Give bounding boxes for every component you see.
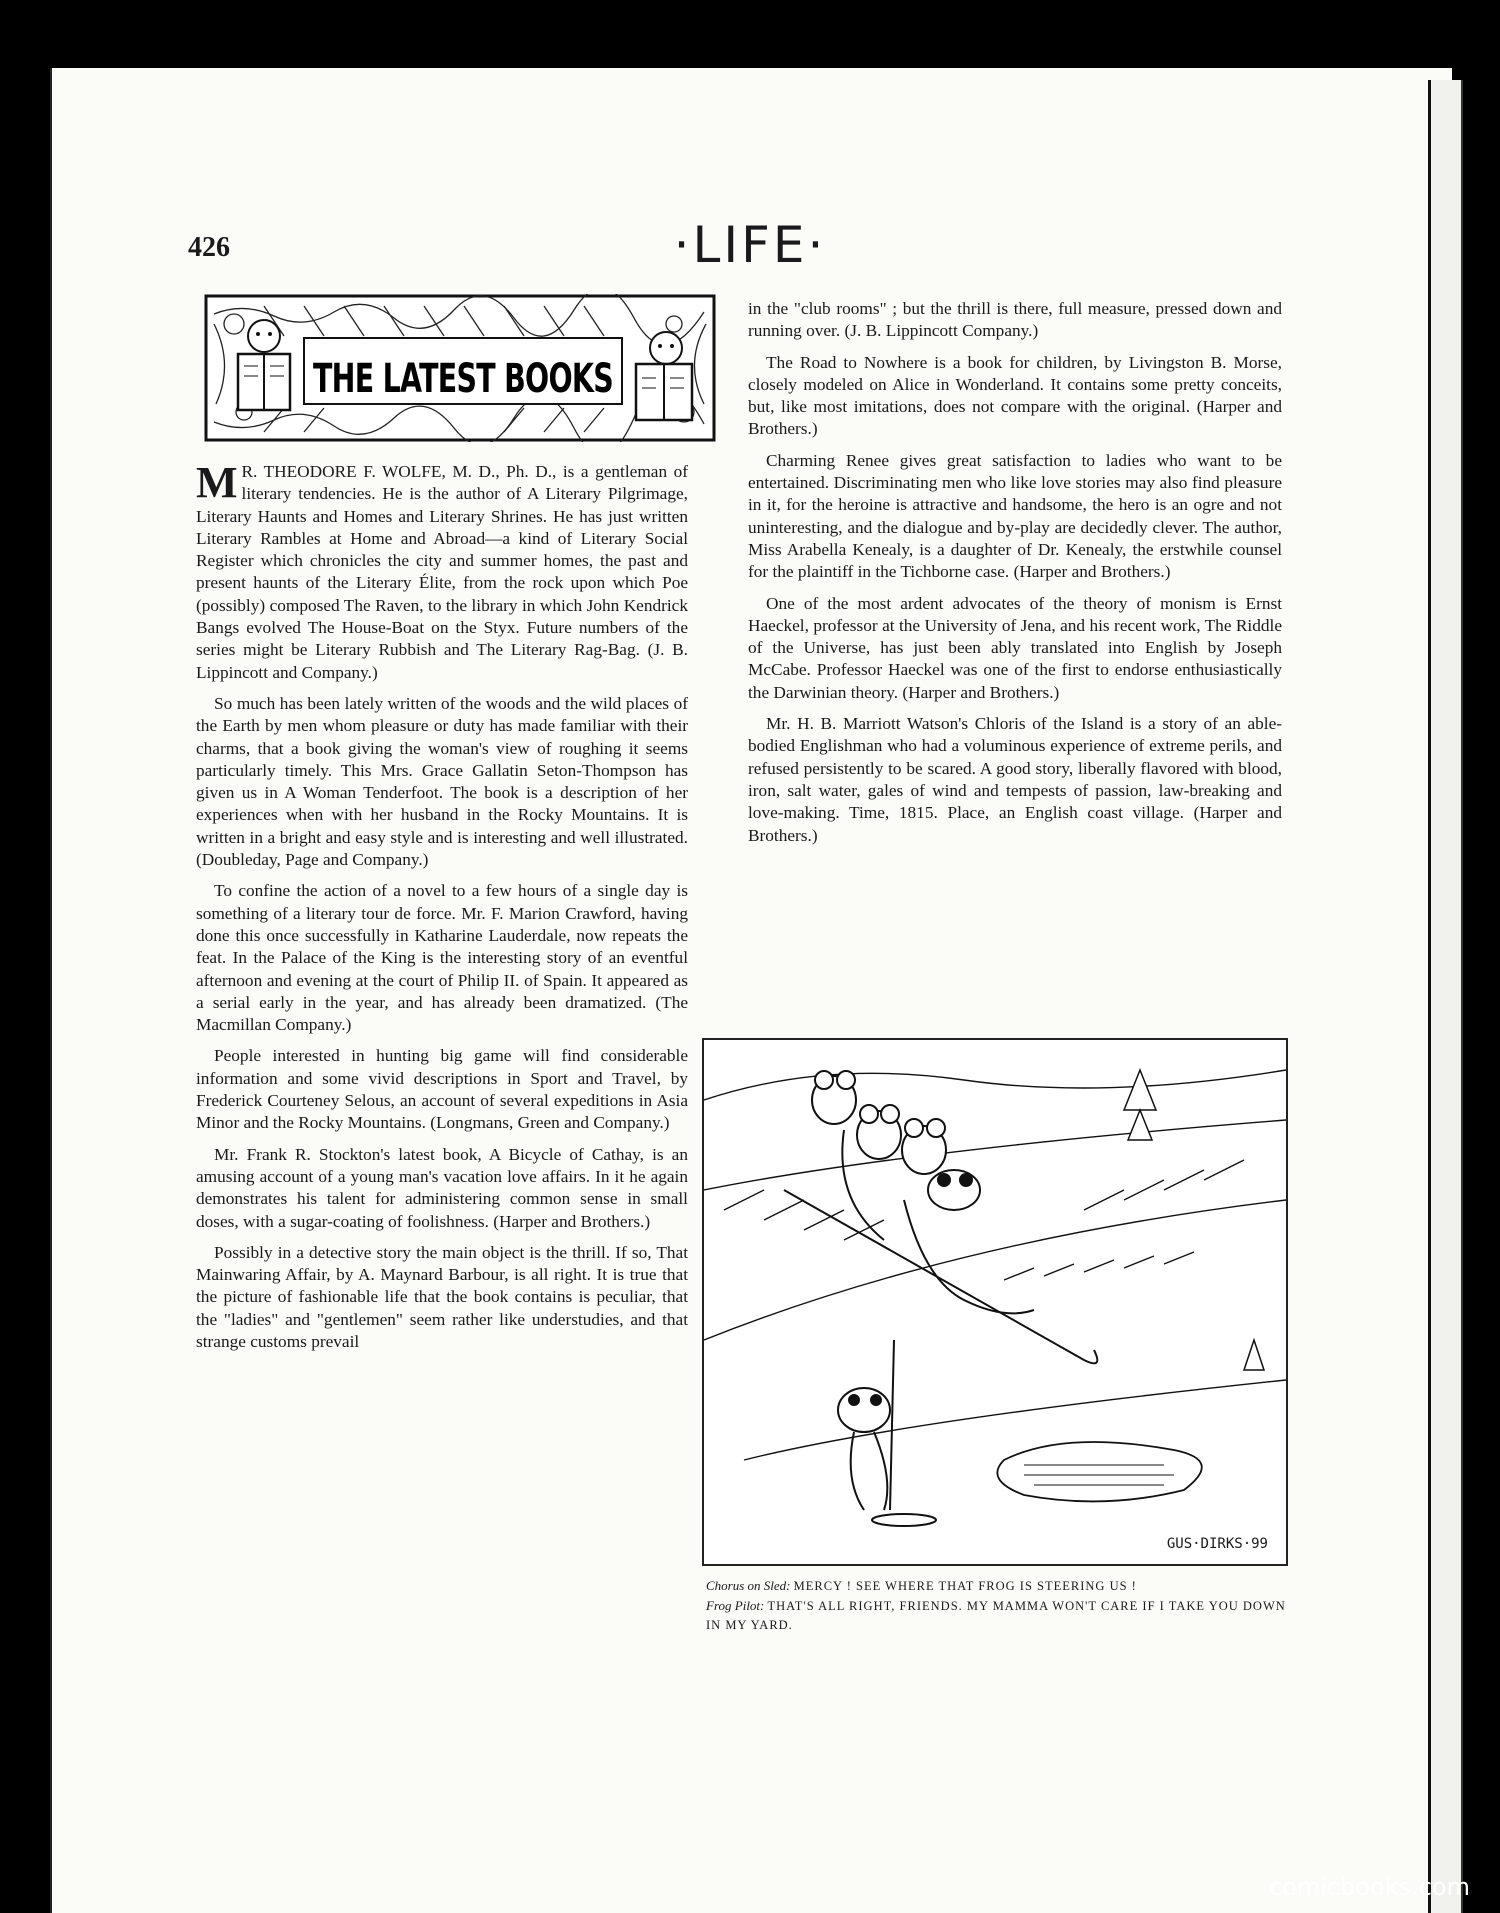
- sled-scene-drawing: [704, 1040, 1286, 1564]
- left-column: [196, 458, 688, 1362]
- review-palace-of-the-king: To confine the action of a novel to a few hours of a single day is something of a literary tour de force. Mr. F. Marion Crawford, having done this once successfully in Katharine Lauderdale, now repeats the feat. In the Palace of the King is the interesting story of an eventful afternoon and evening at the court of Philip II. of Spain. It appeared as a serial early in the year, and has already been dramatized. (The Macmillan Company.): [196, 881, 688, 1035]
- hill-line: [704, 1070, 1286, 1100]
- latest-books-banner: [204, 294, 716, 442]
- review-sport-and-travel: People interested in hunting big game will find considerable information and some vivid descriptions in Sport and Travel, by Frederick Courteney Selous, an account of several expeditions in Asia Minor and the Rocky Mountains. (Longmans, Green and Company.): [196, 1046, 688, 1133]
- frog-pilot-figure: [838, 1340, 936, 1526]
- page-number: 426: [188, 232, 230, 263]
- review-road-to-nowhere: The Road to Nowhere is a book for children, by Livingston B. Morse, closely modeled on Alice in Wonderland. It contains some pretty conceits, but, like most imitations, does not compare with the original. (Harper and Brothers.): [748, 352, 1282, 439]
- caption-text-frog: THAT'S ALL RIGHT, FRIENDS. MY MAMMA WON'T CARE IF I TAKE YOU DOWN IN MY YARD.: [706, 1599, 1286, 1632]
- caption-speaker-frog: Frog Pilot:: [706, 1598, 765, 1613]
- hatching: [724, 1160, 1244, 1280]
- drop-cap: M: [196, 458, 238, 507]
- site-watermark: comicbooks.com: [1268, 1873, 1470, 1901]
- artist-signature: GUS·DIRKS·99: [1166, 1536, 1268, 1552]
- slope-line: [704, 1120, 1286, 1190]
- review-wolfe: [196, 458, 688, 684]
- review-mainwaring-continued: in the "club rooms" ; but the thrill is there, full measure, pressed down and running over. (J. B. Lippincott Company.): [748, 299, 1282, 341]
- sled-with-animals: [784, 1071, 1097, 1363]
- next-page-edge: [1428, 80, 1463, 1913]
- masthead-title: ·LIFE·: [673, 216, 827, 274]
- review-bicycle-of-cathay: Mr. Frank R. Stockton's latest book, A Bicycle of Cathay, is an amusing account of a young man's vacation love affairs. In it he again demonstrates his talent for administering common sense in small doses, with a sugar-coating of foolishness. (Harper and Brothers.): [196, 1144, 688, 1231]
- review-riddle-of-universe: One of the most ardent advocates of the theory of monism is Ernst Haeckel, professor at the University of Jena, and his recent work, The Riddle of the Universe, has just been ably translated into English by Joseph McCabe. Professor Haeckel was one of the first to endorse enthusiastically the Darwinian theory. (Harper and Brothers.): [748, 593, 1282, 702]
- caption-line-2: [706, 1596, 1286, 1635]
- caption-speaker-chorus: Chorus on Sled:: [706, 1578, 791, 1593]
- review-woman-tenderfoot: So much has been lately written of the woods and the wild places of the Earth by men whom pleasure or duty has made familiar with their charms, that a book giving the woman's view of roughing it seems particularly timely. This Mrs. Grace Gallatin Seton-Thompson has given us in A Woman Tenderfoot. The book is a description of her experiences when with her husband in the Rocky Mountains. It is written in a bright and easy style and is interesting and well illustrated. (Doubleday, Page and Company.): [196, 693, 688, 870]
- caption-text-chorus: MERCY ! SEE WHERE THAT FROG IS STEERING US !: [793, 1579, 1137, 1593]
- banner-title: THE LATEST BOOKS: [313, 356, 613, 402]
- review-wolfe-text: R. THEODORE F. WOLFE, M. D., Ph. D., is a gentleman of literary tendencies. He is the author of A Literary Pilgrimage, Literary Haunts and Homes and Literary Shrines. He has just written Literary Rambles at Home and Abroad—a kind of Literary Social Register which chronicles the city and summer homes, the past and present haunts of the Literary Élite, from the rock upon which Poe (possibly) composed The Raven, to the library in which John Kendrick Bangs evolved The House-Boat on the Styx. Future numbers of the series might be Literary Rubbish and The Literary Rag-Bag. (J. B. Lippincott and Company.): [196, 462, 688, 682]
- cartoon-caption: [706, 1576, 1286, 1635]
- cartoon-illustration: [702, 1038, 1288, 1566]
- review-chloris-of-island: Mr. H. B. Marriott Watson's Chloris of the Island is a story of an able-bodied Englishman who had a voluminous experience of extreme perils, and refused persistently to be scared. A good story, liberally flavored with blood, iron, salt water, gales of wind and tempests of passion, law-breaking and love-making. Time, 1815. Place, an English coast village. (Harper and Brothers.): [748, 714, 1282, 845]
- right-column: [748, 298, 1282, 856]
- caption-line-1: [706, 1576, 1286, 1596]
- frozen-pond: [997, 1442, 1201, 1501]
- review-mainwaring-affair: Possibly in a detective story the main object is the thrill. If so, That Mainwaring Affair, by A. Maynard Barbour, is all right. It is true that the picture of fashionable life that the book contains is peculiar, that the "ladies" and "gentlemen" seem rather like understudies, and that strange customs prevail: [196, 1242, 688, 1351]
- review-charming-renee: Charming Renee gives great satisfaction to ladies who want to be entertained. Discriminating men who like love stories may also find pleasure in it, for the heroine is attractive and handsome, the hero is an ogre and not uninteresting, and the dialogue and by-play are decidedly clever. The author, Miss Arabella Kenealy, is a daughter of Dr. Kenealy, the erstwhile counsel for the plaintiff in the Tichborne case. (Harper and Brothers.): [748, 450, 1282, 582]
